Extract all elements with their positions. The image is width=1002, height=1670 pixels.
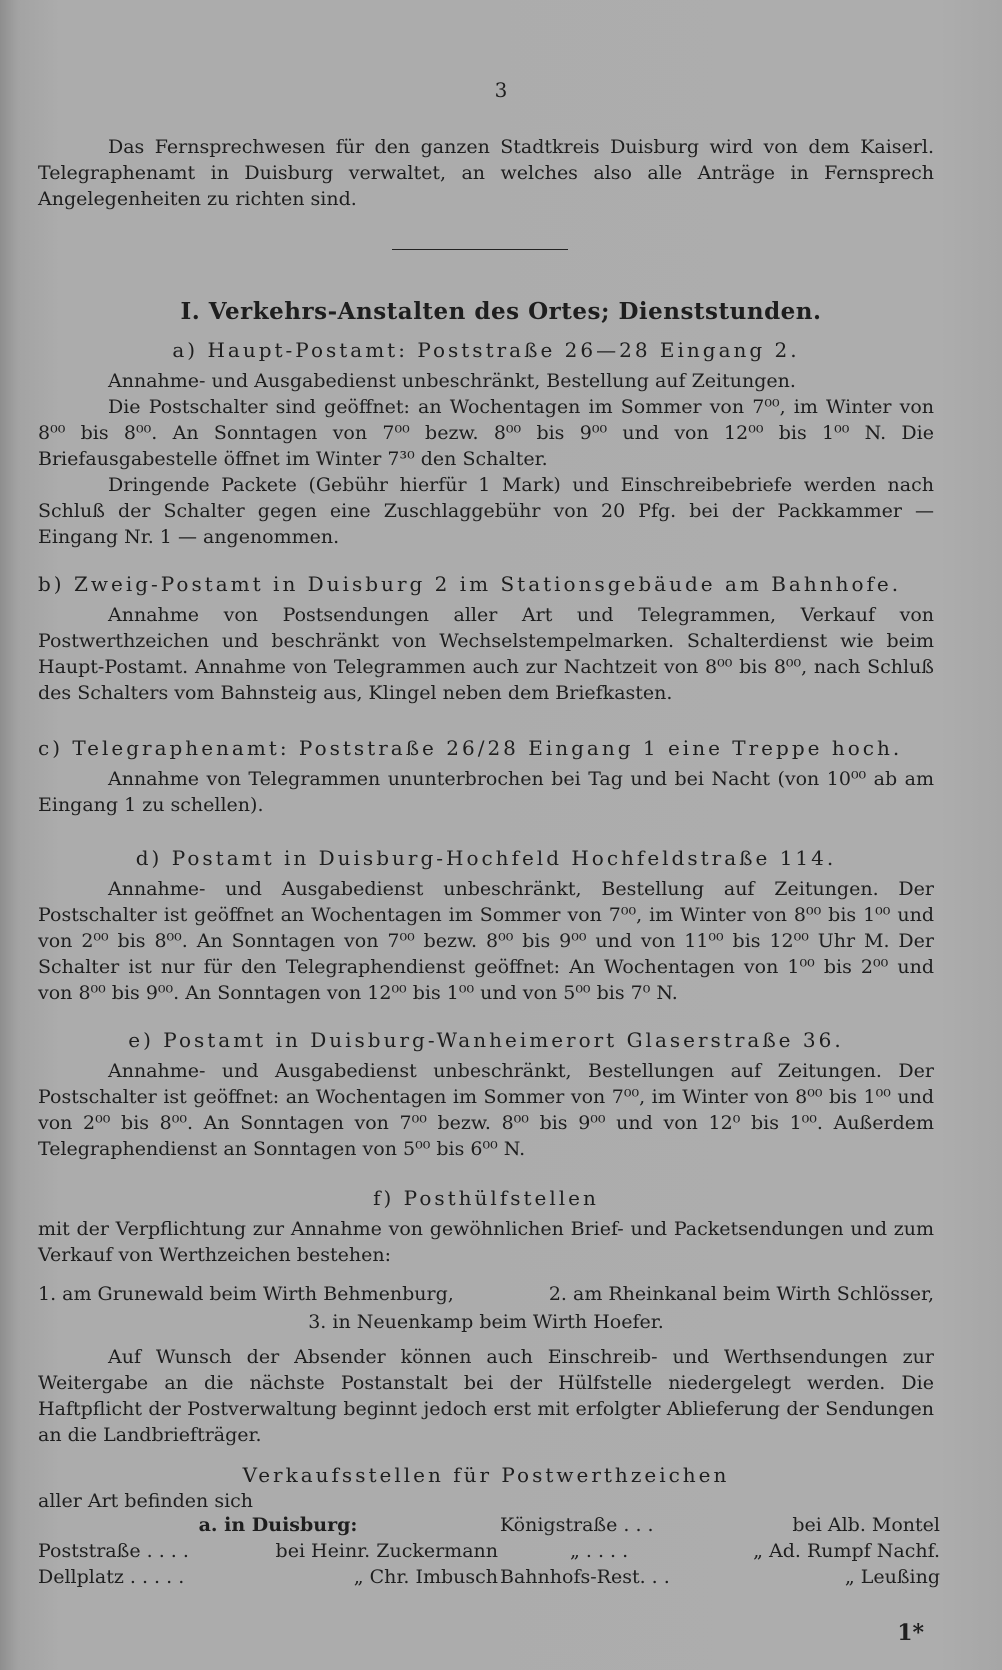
verkauf-right-column — [500, 1512, 940, 1590]
section-c-p1: Annahme von Telegrammen ununterbrochen bei Tag und bei Nacht (von 10⁰⁰ ab am Eingang 1 zu schellen). — [38, 768, 934, 816]
vendor-name: bei Heinr. Zuckermann — [275, 1540, 498, 1562]
section-f-p1: Auf Wunsch der Absender können auch Einschreib- und Werthsendungen zur Weitergabe an die nächste Postanstalt bei der Hülfstelle niedergelegt werden. Die Haftpflicht der Postverwaltung beginnt jedoch erst mit erfolgter Ablieferung der Sendungen an die Landbriefträger. — [38, 1346, 934, 1446]
list-item: 1. am Grunewald beim Wirth Behmenburg, — [38, 1283, 454, 1305]
section-a-p1: Annahme- und Ausgabedienst unbeschränkt, Bestellung auf Zeitungen. — [108, 370, 796, 392]
list-item — [38, 1564, 498, 1590]
section-a-p2: Die Postschalter sind geöffnet: an Wochentagen im Sommer von 7⁰⁰, im Winter von 8⁰⁰ bis 8⁰⁰. An Sonntagen von 7⁰⁰ bezw. 8⁰⁰ bis 9⁰⁰ und von 12⁰⁰ bis 1⁰⁰ N. Die Briefausgabestelle öffnet im Winter 7³⁰ den Schalter. — [38, 396, 934, 470]
section-c-heading: c) Telegraphenamt: Poststraße 26/28 Eingang 1 eine Treppe hoch. — [38, 736, 903, 760]
posthuelf-list-row — [38, 1280, 934, 1308]
section-f — [38, 1184, 934, 1448]
section-f-heading: f) Posthülfstellen — [373, 1186, 599, 1210]
list-item — [38, 1538, 498, 1564]
intro-paragraph: Das Fernsprechwesen für den ganzen Stadtkreis Duisburg wird von dem Kaiserl. Telegraphenamt in Duisburg verwaltet, an welches also alle Anträge in Fernsprech Angelegenheiten zu richten sind. — [38, 136, 934, 210]
vendor-name: „ Ad. Rumpf Nachf. — [753, 1540, 940, 1562]
place-name: Königstraße . . . — [500, 1514, 654, 1536]
vendor-name: „ Chr. Imbusch — [353, 1566, 498, 1588]
page-number: 3 — [494, 78, 508, 102]
verkauf-sub: aller Art befinden sich — [38, 1490, 254, 1512]
list-item — [500, 1564, 940, 1590]
place-name: Bahnhofs-Rest. . . — [500, 1566, 670, 1588]
section-d — [38, 844, 934, 1006]
section-d-heading: d) Postamt in Duisburg-Hochfeld Hochfeldstraße 114. — [135, 846, 837, 870]
verkauf-city: a. in Duisburg: — [198, 1514, 358, 1536]
vendor-name: bei Alb. Montel — [792, 1514, 940, 1536]
section-divider — [392, 249, 568, 250]
verkauf-left-column — [38, 1512, 498, 1590]
place-name: „ . . . . — [570, 1540, 629, 1562]
list-item — [500, 1512, 940, 1538]
intro-section — [38, 134, 934, 212]
place-name: Dellplatz . . . . . — [38, 1566, 185, 1588]
list-item: 3. in Neuenkamp beim Wirth Hoefer. — [308, 1311, 664, 1333]
section-title: I. Verkehrs-Anstalten des Ortes; Dienststunden. — [180, 298, 822, 325]
section-f-intro: mit der Verpflichtung zur Annahme von gewöhnlichen Brief- und Packetsendungen und zum Verkauf von Werthzeichen bestehen: — [38, 1218, 934, 1266]
section-e-p1: Annahme- und Ausgabedienst unbeschränkt, Bestellungen auf Zeitungen. Der Postschalter ist geöffnet: an Wochentagen im Sommer von 7⁰⁰, im Winter von 8⁰⁰ bis 1⁰⁰ und von 2⁰⁰ bis 8⁰⁰. An Sonntagen von 7⁰⁰ bezw. 8⁰⁰ bis 9⁰⁰ und von 12⁰ bis 1⁰⁰. Außerdem Telegraphendienst an Sonntagen von 5⁰⁰ bis 6⁰⁰ N. — [38, 1060, 934, 1160]
section-b-heading: b) Zweig-Postamt in Duisburg 2 im Stationsgebäude am Bahnhofe. — [38, 572, 902, 596]
section-a-heading: a) Haupt-Postamt: Poststraße 26—28 Eingang 2. — [172, 338, 800, 362]
section-d-p1: Annahme- und Ausgabedienst unbeschränkt, Bestellung auf Zeitungen. Der Postschalter ist geöffnet an Wochentagen im Sommer von 7⁰⁰, im Winter von 8⁰⁰ bis 1⁰⁰ und von 2⁰⁰ bis 8⁰⁰. An Sonntagen von 7⁰⁰ bezw. 8⁰⁰ bis 9⁰⁰ und von 11⁰⁰ bis 12⁰⁰ Uhr M. Der Schalter ist nur für den Telegraphendienst geöffnet: An Wochentagen von 1⁰⁰ bis 2⁰⁰ und von 8⁰⁰ bis 9⁰⁰. An Sonntagen von 12⁰⁰ bis 1⁰⁰ und von 5⁰⁰ bis 7⁰ N. — [38, 878, 934, 1004]
signature-mark: 1* — [897, 1620, 924, 1646]
verkauf-heading: Verkaufsstellen für Postwerthzeichen — [242, 1463, 730, 1487]
list-item — [500, 1538, 940, 1564]
section-a-p3: Dringende Packete (Gebühr hierfür 1 Mark) und Einschreibebriefe werden nach Schluß der Schalter gegen eine Zuschlaggebühr von 20 Pfg. bei der Packkammer — Eingang Nr. 1 — angenommen. — [38, 474, 934, 548]
section-e-heading: e) Postamt in Duisburg-Wanheimerort Glaserstraße 36. — [128, 1028, 844, 1052]
list-item: 2. am Rheinkanal beim Wirth Schlösser, — [548, 1283, 934, 1305]
section-c — [38, 734, 934, 818]
section-e — [38, 1026, 934, 1162]
section-a — [38, 336, 934, 550]
section-b-p1: Annahme von Postsendungen aller Art und Telegrammen, Verkauf von Postwerthzeichen und beschränkt von Wechselstempelmarken. Schalterdienst wie beim Haupt-Postamt. Annahme von Telegrammen auch zur Nachtzeit von 8⁰⁰ bis 8⁰⁰, nach Schluß des Schalters vom Bahnsteig aus, Klingel neben dem Briefkasten. — [38, 604, 934, 704]
section-b — [38, 570, 934, 706]
vendor-name: „ Leußing — [844, 1566, 940, 1588]
place-name: Poststraße . . . . — [38, 1540, 189, 1562]
verkauf-section — [38, 1462, 934, 1514]
